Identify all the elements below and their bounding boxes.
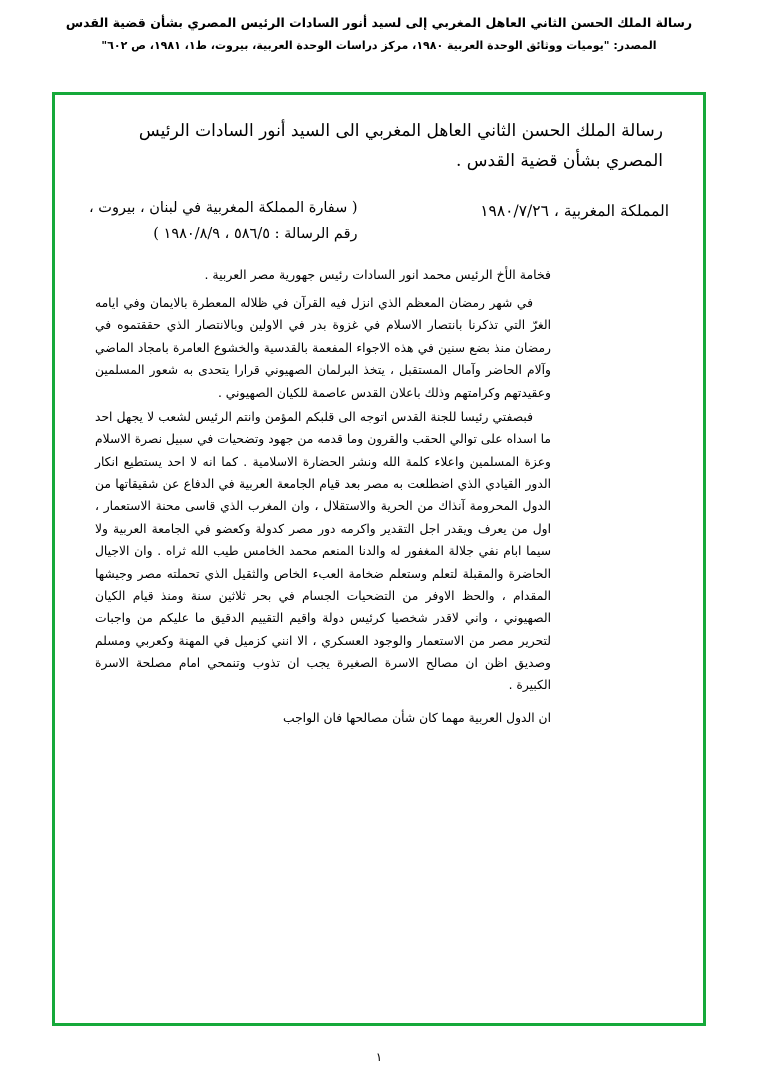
page-number: ١ [375,1050,383,1064]
letter-reference [89,195,358,249]
letter-body [55,95,703,739]
document-frame [52,92,706,1026]
document-header [0,0,758,54]
header-title: رسالة الملك الحسن الثاني العاهل المغربي إلى لسيد أنور السادات الرئيس المصري بشأن قضية القدس [65,15,693,30]
letter-paragraph: في شهر رمضان المعظم الذي انزل فيه القرآن في ظلاله المعطرة بالايمان وفي ايامه الغرّ التي تذكرنا بانتصار الاسلام في غزوة بدر في الاولين وبالانتصار الذي حققتموه في رمضان منذ بضع سنين في هذه الاجواء المفعمة بالقدسية والخشوع العامرة بامجاد الماضي وآلام الحاضر وآمال المستقبل ، يتخذ البرلمان الصهيوني قرارا يتحدى به شعور المسلمين وعقيدتهم وكرامتهم وذلك باعلان القدس عاصمة للكيان الصهيوني . [95,296,551,400]
letter-paragraph: فبصفتي رئيسا للجنة القدس اتوجه الى قلبكم المؤمن وانتم الرئيس لشعب لا يجهل احد ما اسداه على توالي الحقب والقرون وما قدمه من جهود وتضحيات في سبيل نصرة الاسلام وعزة المسلمين واعلاء كلمة الله ونشر الحضارة الاسلامية . كما انه لا احد يستطيع انكار الدور القيادي الذي اضطلعت به مصر بعد قيام الجامعة العربية في الدفاع عن شقيقاتها من الدول المحرومة آنذاك من الحرية والاستقلال ، وان المغرب الذي قاسى محنة الاستعمار ، اول من يعرف ويقدر اجل التقدير واكرمه دور مصر كدولة وكعضو في الجامعة العربية ولا سيما ابام نفي جلالة المغفور له والدنا المنعم محمد الخامس طيب الله ثراه . وان الاجيال الحاضرة والمقبلة لتعلم وستعلم ضخامة العبء الخاص والثقيل الذي تحملته مصر وجيشها المقدام ، والحظ الاوفر من التضحيات الجسام في بحر ثلاثين سنة ومنذ قيام الكيان الصهيوني ، واني لاقدر شخصيا كرئيس دولة واقيم التقييم الدقيق ما عليكم من واجبات لتحرير مصر من الاستعمار والوجود العسكري ، الا انني كزميل في المهنة وكعربي ومسلم وصديق اظن ان مصالح الاسرة الصغيرة يجب ان تذوب وتنمحي امام مصلحة الاسرة الكبيرة . [95,409,551,693]
letter-origin: المملكة المغربية ، ١٩٨٠/٧/٢٦ [480,201,669,220]
letter-closing-line: ان الدول العربية مهما كان شأن مصالحها فان الواجب [283,710,551,725]
letter-meta [89,195,669,249]
letter-embassy-line: ( سفارة المملكة المغربية في لبنان ، بيروت ، [89,199,358,216]
letter-paragraphs [89,292,669,697]
letter-reference-line: رقم الرسالة : ٥٨٦/٥ ، ١٩٨٠/٨/٩ ) [153,226,358,243]
letter-title: رسالة الملك الحسن الثاني العاهل المغربي الى السيد أنور السادات الرئيس المصري بشأن قضية القدس . [138,121,663,171]
header-source: المصدر: "يوميات ووثائق الوحدة العربية ١٩٨٠، مركز دراسات الوحدة العربية، بيروت، ط١، ١٩٨١، ص ٦٠٢" [101,38,657,52]
letter-salutation: فخامة الأخ الرئيس محمد انور السادات رئيس جهورية مصر العربية . [204,267,551,283]
